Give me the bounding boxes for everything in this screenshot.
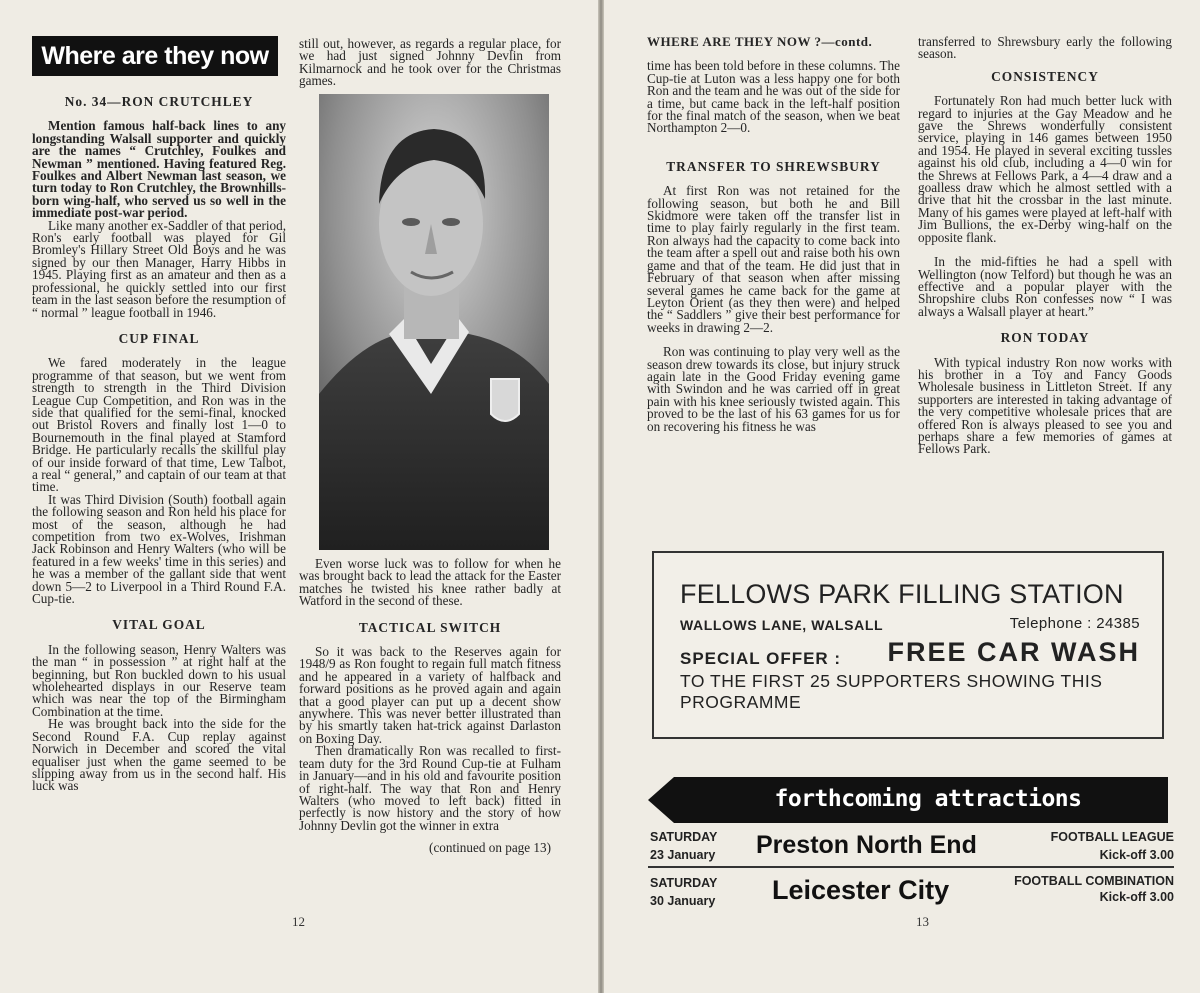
fixture-opponent: Leicester City (772, 875, 950, 905)
paragraph: Even worse luck was to follow for when he was brought back to lead the attack for the Easter matches he twisted his knee rather badly at Watford in the second of these. (299, 556, 561, 609)
advert-address: WALLOWS LANE, WALSALL (680, 617, 884, 633)
paragraph: transferred to Shrewsbury early the following season. (918, 34, 1172, 62)
paragraph: In the mid-fifties he had a spell with Wellington (now Telford) but though he was an effective and a popular player with the Shropshire clubs Ron confesses now “ I was always a Walsall player at heart.” (918, 254, 1172, 319)
paragraph: time has been told before in these columns. The Cup-tie at Luton was a less happy one for both Ron and the team and he was out of the side for a time, but came back in the left-half position for the final match of the season, when we beat Northampton 2—0. (647, 58, 900, 136)
heading-vital-goal: VITAL GOAL (112, 617, 206, 633)
fixture-kickoff: Kick-off 3.00 (1099, 890, 1174, 904)
fixture-divider (648, 866, 1174, 868)
contd-heading: WHERE ARE THEY NOW ?—contd. (647, 34, 873, 49)
paragraph: still out, however, as regards a regular place, for we had just signed Johnny Devlin from Kilmarnock and he took over for the Christmas games. (299, 36, 561, 89)
attractions-title: forthcoming attractions (774, 786, 1082, 812)
paragraph: Fortunately Ron had much better luck with regard to injuries at the Gay Meadow and he gave the Shrews wonderfully consistent service, playing in 146 games between 1950 and 1954. He played in several exciting tussles against his old club, including a 4—0 win for the Shrews at Fellows Park, a 4—4 draw and a goalless draw which he almost settled with a drive that hit the crossbar in the last minute. Many of his games were played at left-half with Jim Bullions, the ex-Derby wing-half on the opposite flank. (918, 93, 1172, 245)
left-column-2-bottom (299, 558, 561, 855)
heading-cup-final: CUP FINAL (118, 330, 200, 346)
continued-note: (continued on page 13) (429, 840, 551, 856)
filling-station-advert (652, 551, 1164, 739)
right-column-2 (918, 36, 1172, 456)
advert-line-2: PROGRAMME (680, 692, 802, 712)
fixture-row (648, 873, 1174, 917)
paragraph: At first Ron was not retained for the following season, but both he and Bill Skidmore were taken off the transfer list in time to play fairly regularly in the first team. Ron always had the capacity to come back into the team after a spell out and raise both his own game and that of the team. He did just that in February of that season when after missing several games he came back for the game at Leyton Orient (as they then were) and helped the “ Saddlers ” give their best performance for weeks in drawing 2—2. (647, 183, 900, 335)
page-number-left: 12 (292, 914, 305, 929)
fixture-day: SATURDAY (650, 830, 718, 844)
advert-telephone: Telephone : 24385 (1009, 615, 1140, 632)
paragraph: Then dramatically Ron was recalled to first-team duty for the 3rd Round Cup-tie at Fulham in January—and in his old and favourite position of right-half. The way that Ron and Henry Walters (who moved to left back) fitted in perfectly is now history and the story of how Johnny Devlin got the winner in extra (299, 743, 561, 833)
advert-line-1: TO THE FIRST 25 SUPPORTERS SHOWING THIS (680, 671, 1103, 691)
paragraph: Like many another ex-Saddler of that period, Ron's early football was played for Gil Bromley's Hillary Street Old Boys and he was signed by our then Manager, Harry Hibbs in 1945. Playing first as an amateur and then as a professional, he quickly settled into our first team in the last season before the resumption of “ normal ” league football in 1946. (32, 217, 286, 320)
series-title: No. 34—RON CRUTCHLEY (64, 94, 254, 109)
heading-ron-today: RON TODAY (1000, 330, 1090, 346)
fixture-competition: FOOTBALL COMBINATION (1014, 874, 1174, 888)
left-column-1 (32, 96, 286, 793)
page-number-right: 13 (916, 914, 929, 929)
paragraph: In the following season, Henry Walters was the man “ in possession ” at right half at the beginning, but Ron buckled down to his usual wholehearted displays in our Reserve team which was near the top of the Birmingham Combination at the time. (32, 641, 286, 719)
fixture-opponent: Preston North End (756, 831, 977, 859)
fixture-kickoff: Kick-off 3.00 (1099, 848, 1174, 862)
left-column-2-top (299, 38, 561, 88)
fixture-day: SATURDAY (650, 876, 718, 890)
heading-tactical-switch: TACTICAL SWITCH (358, 619, 502, 635)
fixture-date: 30 January (650, 894, 716, 908)
forthcoming-attractions-banner (648, 777, 1168, 823)
intro-paragraph: Mention famous half-back lines to any longstanding Walsall supporter and quickly are the names “ Crutchley, Foulkes and Newman ” mentioned. Having featured Reg. Foulkes and Albert Newman last season, we turn today to Ron Crutchley, the Brownhills-born wing-half, who served us so well in the immediate post-war period. (32, 118, 286, 221)
heading-consistency: CONSISTENCY (991, 68, 1099, 84)
paragraph: With typical industry Ron now works with his brother in a Toy and Fancy Goods Wholesale business in Littleton Street. If any supporters are interested in taking advantage of the very competitive wholesale prices that are offered Ron is always pleased to see you and perhaps share a few memories of games at Fellows Park. (918, 354, 1172, 457)
advert-title: FELLOWS PARK FILLING STATION (680, 579, 1124, 609)
paragraph: Ron was continuing to play very well as the season drew towards its close, but injury struck again late in the Good Friday evening game with Swindon and he was carried off in great pain with his knee seriously twisted again. This proved to be the last of his 63 games for us for on recovering his fitness he was (647, 344, 900, 434)
right-column-1 (647, 36, 900, 433)
heading-transfer: TRANSFER TO SHREWSBURY (666, 158, 881, 174)
advert-offer: FREE CAR WASH (887, 637, 1140, 667)
paragraph: We fared moderately in the league programme of that season, but we went from strength to strength in the Third Division League Cup Competition, and Ron was in the side that qualified for the semi-final, knocked out Bristol Rovers and finally lost 1—0 to Bournemouth in the final played at Stamford Bridge. He particularly recalls the skillful play of our inside forward of that time, Lew Talbot, a real “ general,” and captain of our team at that time. (32, 355, 286, 495)
paragraph: So it was back to the Reserves again for 1948/9 as Ron fought to regain full match fitness and he appeared in a variety of halfback and forward positions as he proved again and again that a good player can put up a decent show anywhere. This was never better illustrated than by his smartly taken hat-trick against Darlaston on Boxing Day. (299, 644, 561, 746)
paragraph: He was brought back into the side for the Second Round F.A. Cup replay against Norwich in December and scored the vital equaliser just when the game seemed to be slipping away from us in the second half. His luck was (32, 716, 286, 794)
player-portrait-image (319, 94, 549, 550)
advert-offer-label: SPECIAL OFFER : (680, 649, 842, 668)
fixture-date: 23 January (650, 848, 716, 862)
player-photo (319, 94, 549, 550)
where-are-they-now-banner: Where are they now (32, 36, 278, 76)
paragraph: It was Third Division (South) football again the following season and Ron held his place for most of the season, although he had competition from two ex-Wolves, Irishman Jack Robinson and Henry Walters (who will be featured in a few weeks' time in this series) and he was a member of the gallant side that went down 5—2 to Liverpool in a Third Round F.A. Cup-tie. (32, 491, 286, 607)
fixture-competition: FOOTBALL LEAGUE (1050, 830, 1174, 844)
